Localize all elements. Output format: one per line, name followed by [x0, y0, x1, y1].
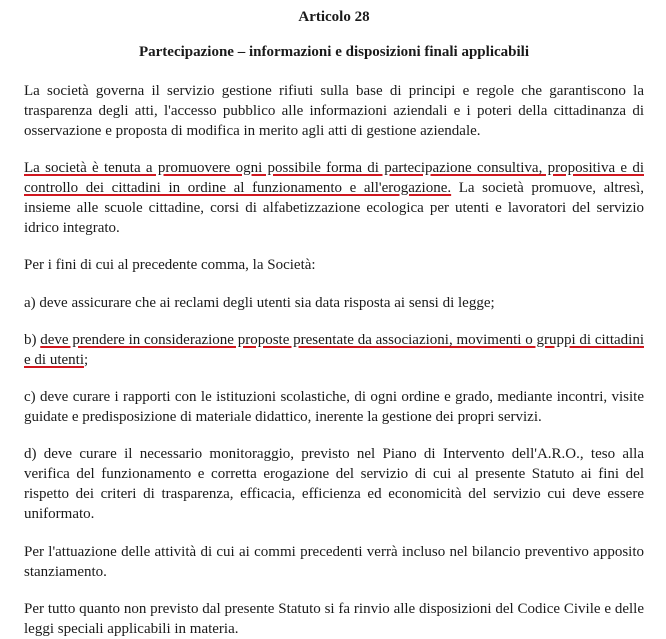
list-item-d: d) deve curare il necessario monitoraggio, previsto nel Piano di Intervento dell'A.R.O., teso alla verifica del funzionamento e corretta erogazione del servizio di cui al presente Statuto ai fini del rispetto dei criteri di trasparenza, efficacia, efficienza ed economicità del servizio cui deve essere uniformato.	[24, 446, 644, 522]
paragraph-participation	[24, 158, 644, 238]
list-item-a: a) deve assicurare che ai reclami degli utenti sia data risposta ai sensi di legge;	[24, 295, 495, 311]
article-subtitle: Partecipazione – informazioni e disposizioni finali applicabili	[138, 44, 529, 60]
article-title: Articolo 28	[298, 9, 370, 25]
paragraph-budget: Per l'attuazione delle attività di cui ai commi precedenti verrà incluso nel bilancio preventivo apposito stanziamento.	[24, 544, 644, 580]
highlighted-text-participation: La società è tenuta a promuovere ogni possibile forma di partecipazione consultiva, propositiva e di controllo dei cittadini in ordine al funzionamento e all'erogazione.	[24, 160, 644, 196]
paragraph-governance: La società governa il servizio gestione rifiuti sulla base di principi e regole che garantiscono la trasparenza degli atti, l'accesso pubblico alle informazioni aziendali e i poteri della cittadinanza di osservazione e proposta di modifica in merito agli atti di gestione aziendale.	[24, 83, 644, 139]
paragraph-intro-list: Per i fini di cui al precedente comma, la Società:	[24, 257, 316, 273]
list-item-b	[24, 330, 644, 370]
list-item-c: c) deve curare i rapporti con le istituzioni scolastiche, di ogni ordine e grado, mediante incontri, visite guidate e predisposizione di materiale didattico, inerente la gestione dei propri servizi.	[24, 389, 644, 425]
highlighted-text-proposals: deve prendere in considerazione proposte presentate da associazioni, movimenti o gruppi di cittadini e di utenti	[24, 332, 644, 368]
document-page	[24, 8, 644, 639]
list-item-b-prefix: b)	[24, 332, 41, 348]
paragraph-participation-rest: La società promuove, altresì, insieme alle scuole cittadine, corsi di alfabetizzazione ecologica per utenti e lavoratori del servizio idrico integrato.	[24, 180, 644, 236]
paragraph-final-provisions: Per tutto quanto non previsto dal presente Statuto si fa rinvio alle disposizioni del Codice Civile e delle leggi speciali applicabili in materia.	[24, 601, 644, 637]
list-item-b-suffix: ;	[84, 352, 89, 368]
